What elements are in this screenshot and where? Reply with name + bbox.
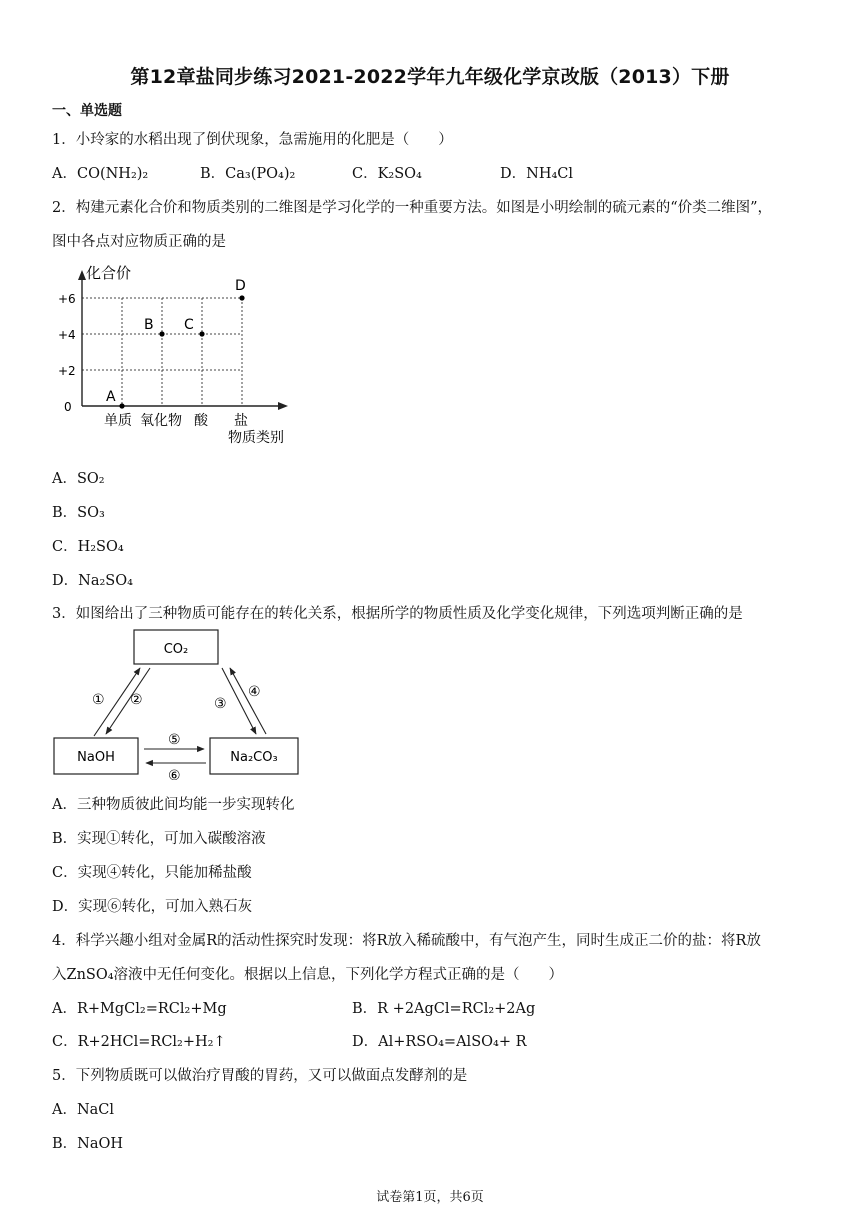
q1-stem: 1．小玲家的水稻出现了倒伏现象，急需施用的化肥是（ ）: [52, 132, 453, 148]
q5-stem: 5．下列物质既可以做治疗胃酸的胃药，又可以做面点发酵剂的是: [52, 1068, 468, 1084]
q3-option-d: D．实现⑥转化，可加入熟石灰: [52, 899, 253, 915]
q1-option-c: C．K₂SO₄: [352, 166, 422, 182]
co2-label: CO₂: [163, 642, 189, 657]
page-footer: 试卷第1页，共6页: [376, 1190, 484, 1205]
y-axis-arrow: [78, 270, 86, 280]
q3-option-a: A．三种物质彼此间均能一步实现转化: [52, 797, 295, 813]
q4-option-c: C．R+2HCl=RCl₂+H₂↑: [52, 1034, 226, 1050]
q4-stem-line1: 4．科学兴趣小组对金属R的活动性探究时发现：将R放入稀硫酸中，有气泡产生，同时生成正二价的盐：将R放: [52, 933, 761, 949]
q5-option-a: A．NaCl: [52, 1102, 115, 1118]
y-tick-6: +6: [58, 292, 76, 306]
arrow-2: [106, 668, 150, 734]
q2-option-d: D．Na₂SO₄: [52, 573, 133, 589]
na2co3-label: Na₂CO₃: [230, 750, 278, 765]
x-tick-acid: 酸: [194, 413, 208, 429]
point-c-label: C: [184, 317, 194, 333]
label-3: ③: [214, 696, 227, 712]
q3-option-b: B．实现①转化，可加入碳酸溶液: [52, 831, 266, 847]
label-2: ②: [130, 692, 143, 708]
label-1: ①: [92, 692, 105, 708]
q2-option-b: B．SO₃: [52, 505, 105, 521]
point-b: [159, 331, 164, 336]
x-tick-oxide: 氧化物: [140, 413, 182, 429]
label-5: ⑤: [168, 732, 181, 748]
y-tick-4: +4: [58, 328, 76, 342]
q4-option-b: B．R +2AgCl=RCl₂+2Ag: [352, 1001, 536, 1017]
point-b-label: B: [144, 317, 154, 333]
q1-option-d: D．NH₄Cl: [500, 166, 574, 182]
chart-axes: [82, 278, 284, 406]
y-tick-0: 0: [64, 400, 72, 414]
page-title: 第12章盐同步练习2021-2022学年九年级化学京改版（2013）下册: [130, 66, 730, 88]
q5-option-b: B．NaOH: [52, 1136, 124, 1152]
q2-option-a: A．SO₂: [52, 471, 105, 487]
q2-stem-line2: 图中各点对应物质正确的是: [52, 234, 226, 250]
naoh-label: NaOH: [77, 750, 115, 765]
x-axis-label: 物质类别: [228, 430, 284, 446]
q4-stem-line2: 入ZnSO₄溶液中无任何变化。根据以上信息，下列化学方程式正确的是（ ）: [52, 967, 564, 983]
y-tick-2: +2: [58, 364, 76, 378]
arrow-3: [222, 668, 256, 734]
valence-category-chart: [52, 258, 302, 450]
q1-option-b: B．Ca₃(PO₄)₂: [200, 166, 296, 182]
conversion-diagram: [52, 628, 304, 780]
point-d: [239, 295, 244, 300]
point-c: [199, 331, 204, 336]
label-4: ④: [248, 684, 261, 700]
x-tick-salt: 盐: [234, 413, 248, 429]
q2-stem-line1: 2．构建元素化合价和物质类别的二维图是学习化学的一种重要方法。如图是小明绘制的硫元素的“价类二维图”，: [52, 200, 773, 216]
q4-option-d: D．Al+RSO₄=AlSO₄+ R: [352, 1034, 527, 1050]
q2-option-c: C．H₂SO₄: [52, 539, 124, 555]
point-a-label: A: [106, 389, 116, 405]
section-heading: 一、单选题: [52, 103, 122, 119]
q4-option-a: A．R+MgCl₂=RCl₂+Mg: [52, 1001, 227, 1017]
point-a: [119, 403, 124, 408]
x-tick-element: 单质: [104, 413, 132, 429]
point-d-label: D: [235, 278, 246, 294]
y-axis-label: 化合价: [86, 264, 132, 282]
q1-option-a: A．CO(NH₂)₂: [52, 166, 149, 182]
x-axis-arrow: [278, 402, 288, 410]
label-6: ⑥: [168, 768, 181, 780]
q3-option-c: C．实现④转化，只能加稀盐酸: [52, 865, 252, 881]
q3-stem: 3．如图给出了三种物质可能存在的转化关系，根据所学的物质性质及化学变化规律，下列选项判断正确的是: [52, 606, 743, 622]
arrow-4: [230, 668, 266, 734]
